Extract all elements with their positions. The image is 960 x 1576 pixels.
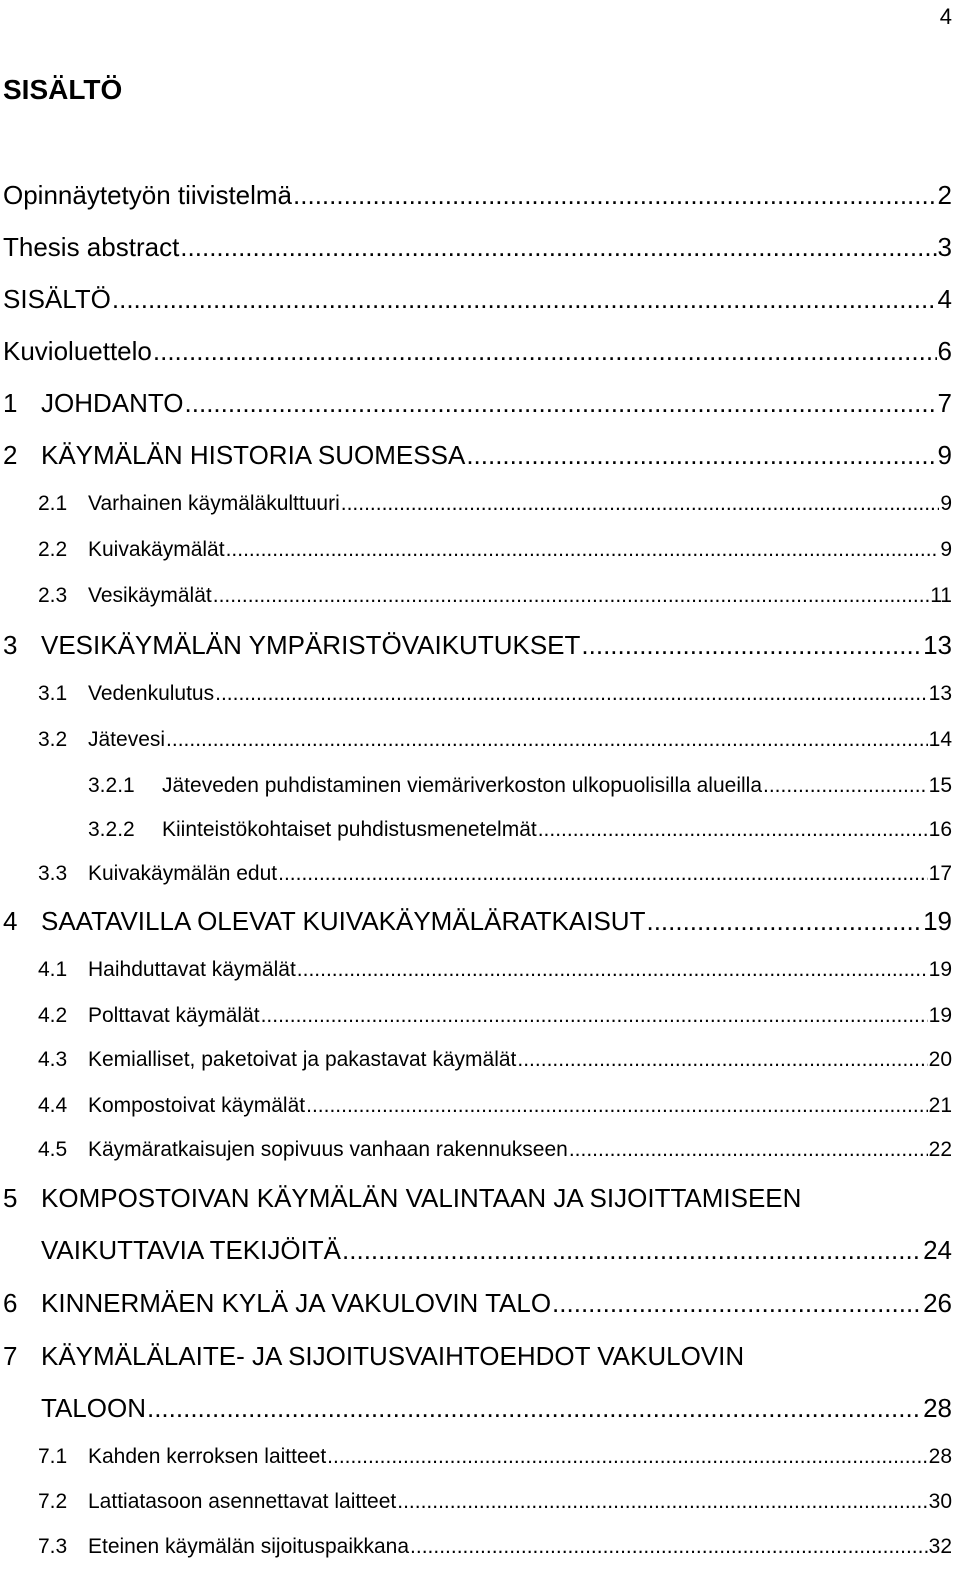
toc-leader xyxy=(261,1004,928,1028)
toc-entry[interactable] xyxy=(0,584,952,608)
toc-page: 26 xyxy=(923,1288,952,1318)
toc-entry[interactable] xyxy=(0,180,952,211)
toc-entry[interactable] xyxy=(0,336,952,367)
toc-title: VESIKÄYMÄLÄN YMPÄRISTÖVAIKUTUKSET xyxy=(41,630,581,660)
toc-title: Haihduttavat käymälät xyxy=(88,958,296,981)
toc-number: 4.2 xyxy=(38,1004,68,1027)
toc-number: 2.2 xyxy=(38,538,68,561)
toc-page: 28 xyxy=(923,1393,952,1423)
toc-entry[interactable] xyxy=(0,1341,952,1372)
toc-title: Jätevesi xyxy=(88,728,166,751)
toc-number: 4.3 xyxy=(38,1048,68,1071)
toc-page: 15 xyxy=(928,774,952,797)
toc-number: 3.3 xyxy=(38,862,68,885)
toc-leader xyxy=(327,1445,927,1469)
toc-page: 22 xyxy=(928,1138,952,1161)
toc-page: 24 xyxy=(923,1235,952,1265)
page-title: SISÄLTÖ xyxy=(3,74,123,105)
toc-title: Varhainen käymäläkulttuuri xyxy=(88,492,340,515)
toc-entry[interactable] xyxy=(0,1138,952,1162)
toc-page: 14 xyxy=(928,728,952,751)
toc-page: 17 xyxy=(928,862,952,885)
toc-leader xyxy=(569,1138,928,1162)
toc-number: 5 xyxy=(3,1183,18,1213)
toc-title: KOMPOSTOIVAN KÄYMÄLÄN VALINTAAN JA SIJOITTAMISEEN xyxy=(41,1183,802,1213)
toc-title: Kuivakäymälät xyxy=(88,538,225,561)
toc-leader xyxy=(466,440,936,471)
toc-number: 3.1 xyxy=(38,682,68,705)
toc-page: 21 xyxy=(928,1094,952,1117)
toc-entry-continuation[interactable] xyxy=(0,1235,952,1266)
toc-page: 13 xyxy=(923,630,952,660)
toc-page: 4 xyxy=(937,284,952,314)
toc-entry[interactable] xyxy=(0,284,952,315)
toc-entry[interactable] xyxy=(0,1048,952,1072)
toc-title: TALOON xyxy=(41,1393,146,1423)
toc-leader xyxy=(112,284,937,315)
toc-page: 28 xyxy=(928,1445,952,1468)
toc-title: Kahden kerroksen laitteet xyxy=(88,1445,327,1468)
toc-page: 9 xyxy=(940,538,952,561)
toc-page: 9 xyxy=(937,440,952,470)
toc-leader xyxy=(538,818,928,842)
toc-title: Opinnäytetyön tiivistelmä xyxy=(3,180,293,210)
toc-title: Kemialliset, paketoivat ja pakastavat käymälät xyxy=(88,1048,517,1071)
toc-title: Vesikäymälät xyxy=(88,584,212,607)
toc-number: 3.2.1 xyxy=(88,774,135,797)
toc-entry[interactable] xyxy=(0,1535,952,1559)
toc-leader xyxy=(581,630,922,661)
toc-leader xyxy=(342,1235,922,1266)
toc-entry[interactable] xyxy=(0,538,952,562)
toc-title: SAATAVILLA OLEVAT KUIVAKÄYMÄLÄRATKAISUT xyxy=(41,906,646,936)
toc-title: Polttavat käymälät xyxy=(88,1004,260,1027)
toc-leader xyxy=(646,906,922,937)
toc-number: 7.2 xyxy=(38,1490,68,1513)
page-number: 4 xyxy=(939,4,952,29)
toc-leader xyxy=(147,1393,922,1424)
toc-leader xyxy=(153,336,937,367)
toc-title: Thesis abstract xyxy=(3,232,180,262)
toc-number: 2.3 xyxy=(38,584,68,607)
toc-leader xyxy=(180,232,936,263)
toc-entry[interactable] xyxy=(0,1004,952,1028)
toc-title: Kiinteistökohtaiset puhdistusmenetelmät xyxy=(162,818,537,841)
toc-entry[interactable] xyxy=(0,232,952,263)
toc-number: 3.2 xyxy=(38,728,68,751)
toc-entry[interactable] xyxy=(0,1183,952,1214)
toc-title: VAIKUTTAVIA TEKIJÖITÄ xyxy=(41,1235,342,1265)
toc-page: 19 xyxy=(923,906,952,936)
toc-entry[interactable] xyxy=(0,682,952,706)
toc-title: Kuvioluettelo xyxy=(3,336,152,366)
toc-page: 32 xyxy=(928,1535,952,1558)
toc-title: SISÄLTÖ xyxy=(3,284,111,314)
toc-number: 7.1 xyxy=(38,1445,68,1468)
toc-leader xyxy=(278,862,928,886)
toc-entry[interactable] xyxy=(0,862,952,886)
toc-entry[interactable] xyxy=(0,1445,952,1469)
toc-title: Jäteveden puhdistaminen viemäriverkoston ulkopuolisilla alueilla xyxy=(162,774,763,797)
toc-entry[interactable] xyxy=(0,958,952,982)
toc-number: 4.1 xyxy=(38,958,68,981)
toc-page: 7 xyxy=(937,388,952,418)
toc-leader xyxy=(226,538,940,562)
toc-leader xyxy=(185,388,937,419)
toc-title: Vedenkulutus xyxy=(88,682,215,705)
toc-entry[interactable] xyxy=(0,388,952,419)
toc-page: 11 xyxy=(930,584,952,607)
toc-leader xyxy=(306,1094,928,1118)
toc-entry[interactable] xyxy=(0,774,952,798)
toc-leader xyxy=(213,584,929,608)
toc-entry[interactable] xyxy=(0,630,952,661)
toc-number: 3 xyxy=(3,630,18,660)
toc-number: 2 xyxy=(3,440,18,470)
toc-title: Lattiatasoon asennettavat laitteet xyxy=(88,1490,397,1513)
toc-entry[interactable] xyxy=(0,440,952,471)
toc-title: Kompostoivat käymälät xyxy=(88,1094,306,1117)
toc-entry[interactable] xyxy=(0,818,952,842)
toc-number: 4.5 xyxy=(38,1138,68,1161)
toc-page: 3 xyxy=(937,232,952,262)
toc-leader xyxy=(397,1490,927,1514)
toc-number: 4 xyxy=(3,906,18,936)
toc-page: 6 xyxy=(937,336,952,366)
toc-entry[interactable] xyxy=(0,1288,952,1319)
toc-number: 4.4 xyxy=(38,1094,68,1117)
toc-number: 7.3 xyxy=(38,1535,68,1558)
toc-number: 1 xyxy=(3,388,18,418)
toc-leader xyxy=(341,492,940,516)
toc-page: 16 xyxy=(928,818,952,841)
toc-page: 30 xyxy=(928,1490,952,1513)
toc-leader xyxy=(293,180,937,211)
toc-leader xyxy=(166,728,928,752)
toc-entry[interactable] xyxy=(0,728,952,752)
toc-entry[interactable] xyxy=(0,1490,952,1514)
toc-page: 2 xyxy=(937,180,952,210)
toc-entry[interactable] xyxy=(0,906,952,937)
toc-title: JOHDANTO xyxy=(41,388,184,418)
toc-leader xyxy=(763,774,928,798)
toc-number: 2.1 xyxy=(38,492,68,515)
toc-page: 13 xyxy=(928,682,952,705)
toc-title: Eteinen käymälän sijoituspaikkana xyxy=(88,1535,410,1558)
toc-page: 20 xyxy=(928,1048,952,1071)
toc-title: Käymäratkaisujen sopivuus vanhaan rakennukseen xyxy=(88,1138,568,1161)
toc-title: KÄYMÄLÄN HISTORIA SUOMESSA xyxy=(41,440,466,470)
toc-title: KÄYMÄLÄLAITE- JA SIJOITUSVAIHTOEHDOT VAKULOVIN xyxy=(41,1341,745,1371)
toc-leader xyxy=(215,682,928,706)
toc-number: 7 xyxy=(3,1341,18,1371)
toc-leader xyxy=(517,1048,927,1072)
toc-entry[interactable] xyxy=(0,1094,952,1118)
toc-entry-continuation[interactable] xyxy=(0,1393,952,1424)
toc-number: 6 xyxy=(3,1288,18,1318)
toc-title: KINNERMÄEN KYLÄ JA VAKULOVIN TALO xyxy=(41,1288,552,1318)
toc-leader xyxy=(552,1288,922,1319)
toc-leader xyxy=(410,1535,928,1559)
toc-title: Kuivakäymälän edut xyxy=(88,862,278,885)
toc-page: 19 xyxy=(928,1004,952,1027)
toc-page: 19 xyxy=(928,958,952,981)
toc-entry[interactable] xyxy=(0,492,952,516)
toc-page: 9 xyxy=(940,492,952,515)
toc-leader xyxy=(297,958,928,982)
toc-number: 3.2.2 xyxy=(88,818,135,841)
